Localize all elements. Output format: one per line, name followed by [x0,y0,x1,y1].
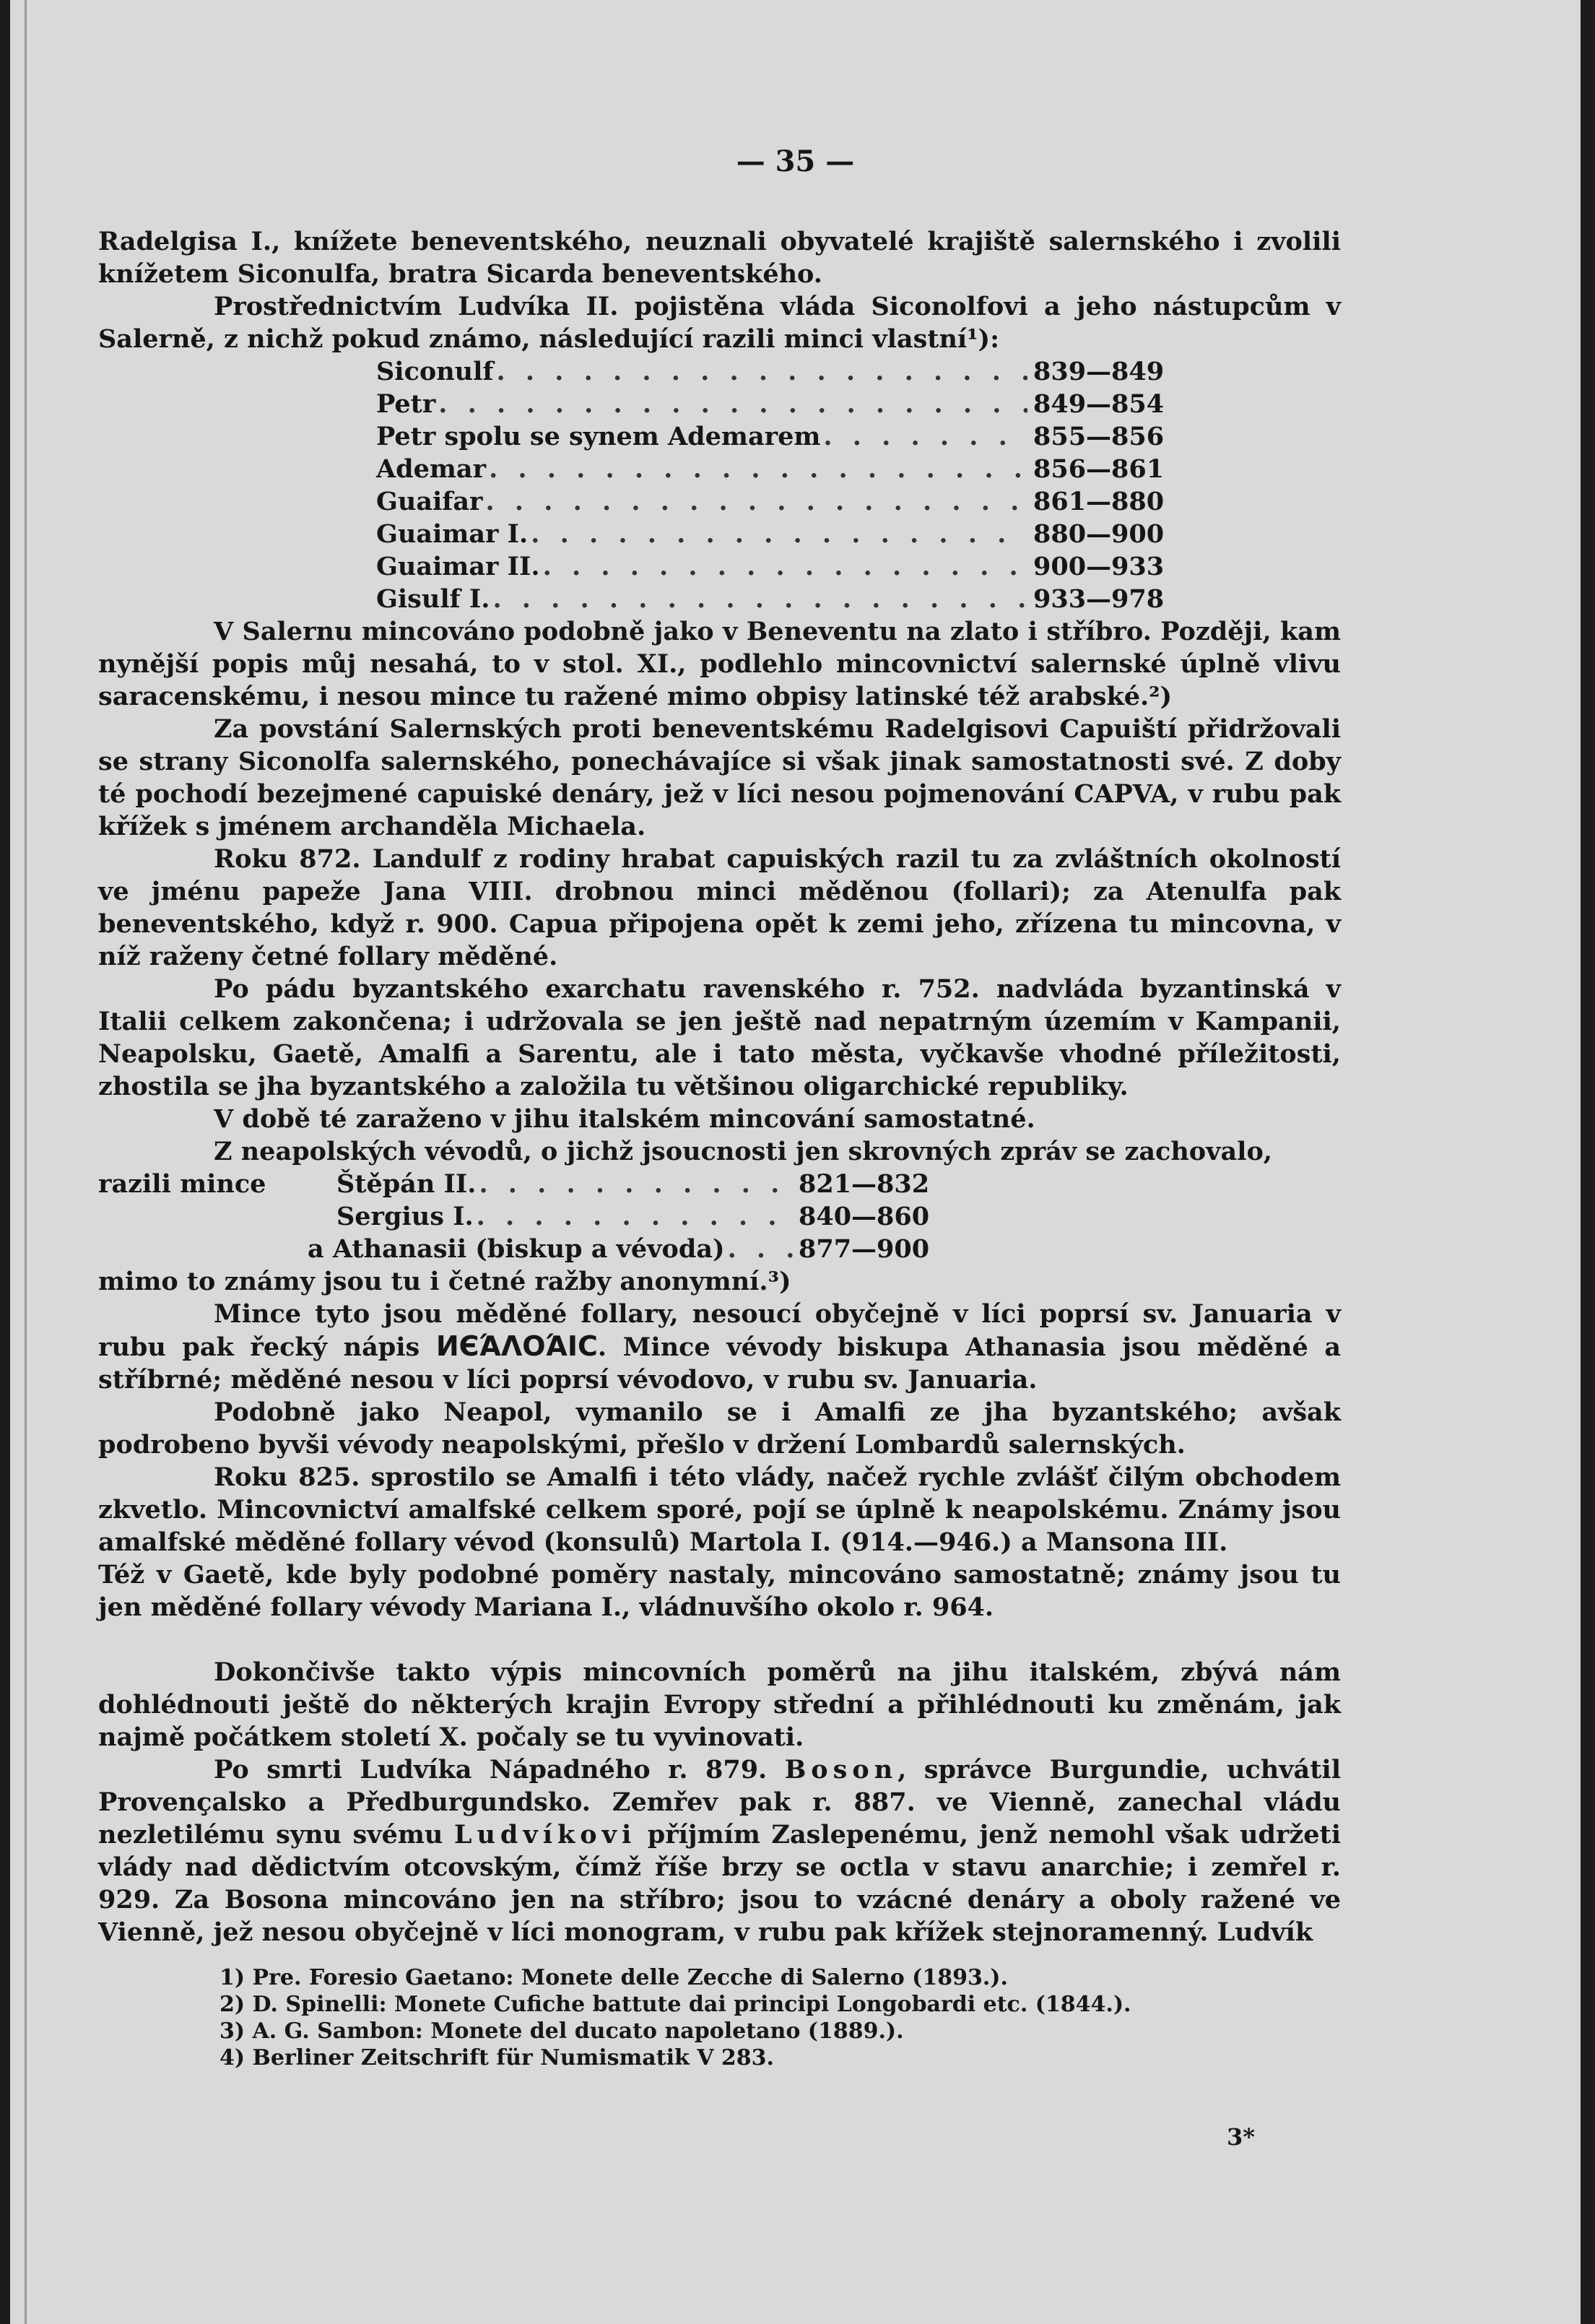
name-ludvik: Ludvíkovi [453,1820,637,1850]
paragraph-9: mimo to známy jsou tu i četné ražby anonymní.³) [98,1267,791,1296]
name-boson: Boson [784,1755,898,1785]
ruler-row [376,453,1170,485]
leader-dots [820,420,1027,453]
ruler-name: Petr spolu se synem Ademarem [376,422,821,451]
document-page [10,0,1581,2324]
ruler-years: 821—832 [799,1169,930,1199]
paragraph-7: V době té zaraženo v jihu italském mincování samostatné. [214,1104,1035,1134]
leader-dots [493,355,1027,388]
ruler-years: 855—856 [1033,422,1165,451]
ruler-years: 856—861 [1033,454,1165,484]
ruler-row [98,1233,936,1265]
paragraph-11: Podobně jako Neapol, vymanilo se i Amalfi ze jha byzantského; avšak podrobeno byvši vévody neapolskými, přešlo v držení Lombardů salernských. [98,1397,1341,1460]
ruler-name: Ademar [376,454,487,484]
paragraph-15 [98,1753,1341,1948]
leader-dots [483,485,1028,518]
ruler-years: 840—860 [799,1202,930,1231]
ruler-row [98,1168,936,1200]
ruler-name: Guaimar I. [376,519,529,549]
leader-dots [435,388,1027,420]
salerno-rulers-list [376,355,1170,615]
paragraph-10b: . Mince vévody biskupa Athanasia jsou měděné a stříbrné; měděné nesou v líci poprsí vévodovo, v rubu sv. Januaria. [98,1332,1342,1395]
ruler-row [376,518,1170,550]
paragraph-10 [98,1298,1341,1396]
ruler-name: Siconulf [376,357,494,386]
paragraph-6: Po pádu byzantského exarchatu ravenského r. 752. nadvláda byzantinská v Italii celkem zakončena; i udržovala se jen ještě nad nepatrným územím v Kampanii, Neapolsku, Gaetě, Amalfi a Sarentu, ale i tato města, vyčkavše vhodné příležitosti, zhostila se jha byzantského a založila tu většinou oligarchické republiky. [98,974,1341,1101]
footnotes [220,1964,1230,2071]
ruler-years: 839—849 [1033,357,1165,386]
ruler-row [376,583,1170,615]
paragraph-4: Za povstání Salernských proti beneventskému Radelgisovi Capuiští přidržovali se strany Siconolfa salernského, ponechávajíce si však jinak samostatnosti své. Z doby té pochodí bezejmené capuiské denáry, jež v líci nesou pojmenování CAPVA, v rubu pak křížek s jménem archanděla Michaela. [98,714,1341,841]
ruler-years: 861—880 [1033,487,1165,516]
paragraph-14: Dokončivše takto výpis mincovních poměrů na jihu italském, zbývá nám dohlédnouti ještě do některých krajin Evropy střední a přihlédnouti ku změnám, jak najmě počátkem století X. počaly se tu vyvinovati. [98,1657,1341,1752]
ruler-years: 933—978 [1033,584,1165,614]
ruler-years: 880—900 [1033,519,1165,549]
leader-dots [540,550,1027,583]
ruler-years: 849—854 [1033,389,1165,419]
paragraph-15-part: Po smrti Ludvíka Nápadného r. 879. [214,1755,768,1785]
ruler-row [376,388,1170,420]
ruler-row [376,485,1170,518]
paragraph-10a: Mince tyto jsou měděné follary, nesoucí obyčejně v líci poprsí sv. Januaria v rubu pak řecký nápis [98,1299,1341,1362]
ruler-row [376,550,1170,583]
paragraph-2: Prostřednictvím Ludvíka II. pojistěna vláda Siconolfovi a jeho nástupcům v Salerně, z nichž pokud známo, následující razili minci vlastní¹): [98,292,1341,354]
footnote: 2) D. Spinelli: Monete Cufiche battute dai principi Longobardi etc. (1844.). [220,1992,1131,2017]
signature-mark: 3* [1227,2123,1255,2151]
paragraph-15-part: příjmím Zaslepenému, jenž nemohl však udržeti vlády nad dědictvím otcovským, čímž říše brzy se octla v stavu anarchie; i zemřel r. 929. Za Bosona mincováno jen na stříbro; jsou to vzácné denáry a oboly ražené ve Vienně, jež nesou obyčejně v líci monogram, v rubu pak křížek stejnoramenný. Ludvík [98,1820,1341,1947]
leader-dots [490,583,1027,615]
ruler-name: Gisulf I. [376,584,490,614]
naples-lead: razili mince [98,1169,266,1199]
paragraph-5: Roku 872. Landulf z rodiny hrabat capuiských razil tu za zvláštních okolností ve jménu papeže Jana VIII. drobnou minci měděnou (follari); za Atenulfa pak beneventského, když r. 900. Capua připojena opět k zemi jeho, zřízena tu mincovna, v níž raženy četné follary měděné. [98,844,1341,971]
ruler-years: 900—933 [1033,552,1165,581]
ruler-row [376,355,1170,388]
paragraph-3: V Salernu mincováno podobně jako v Beneventu na zlato i stříbro. Později, kam nynější popis můj nesahá, to v stol. XI., podlehlo mincovnictví salernské úplně vlivu saracenskému, i nesou mince tu ražené mimo obpisy latinské též arabské.²) [98,617,1341,711]
footnote: 3) A. G. Sambon: Monete del ducato napoletano (1889.). [220,2019,904,2044]
page-number: — 35 — [736,144,855,178]
body-text [98,225,1341,1948]
ruler-name: Petr [376,389,436,419]
paragraph-8: Z neapolských vévodů, o jichž jsoucnosti jen skrovných zpráv se zachovalo, [214,1137,1272,1166]
leader-dots [725,1233,793,1265]
greek-inscription: ИЄΆΛΟΆΙC [435,1330,598,1362]
ruler-name: Štěpán II. [336,1169,477,1199]
footnote: 1) Pre. Foresio Gaetano: Monete delle Zecche di Salerno (1893.). [220,1965,1008,1990]
binding-edge [25,0,27,2324]
ruler-name: a Athanasii (biskup a vévoda) [308,1234,725,1264]
ruler-name: Guaifar [376,487,483,516]
ruler-name: Sergius I. [336,1202,474,1231]
leader-dots [486,453,1027,485]
ruler-name: Guaimar II. [376,552,540,581]
leader-dots [528,518,1027,550]
leader-dots [474,1200,793,1233]
leader-dots [476,1168,793,1200]
ruler-years: 877—900 [799,1234,930,1264]
paragraph-15-part: , správce Burgundie, uchvátil Provençalsko a Předburgundsko. Zemřev pak r. 887. ve Vienně, zanechal vládu nezletilému synu svému [98,1755,1341,1850]
paragraph-13: Též v Gaetě, kde byly podobné poměry nastaly, mincováno samostatně; známy jsou tu jen měděné follary vévody Mariana I., vládnuvšího okolo r. 964. [98,1560,1341,1622]
naples-rulers-list [98,1168,936,1265]
paragraph-1: Radelgisa I., knížete beneventského, neuznali obyvatelé krajiště salernského i zvolili knížetem Siconulfa, bratra Sicarda beneventského. [98,227,1341,289]
paragraph-12: Roku 825. sprostilo se Amalfi i této vlády, načež rychle zvlášť čilým obchodem zkvetlo. Mincovnictví amalfské celkem sporé, pojí se úplně k neapolskému. Známy jsou amalfské měděné follary vévod (konsulů) Martola I. (914.—946.) a Mansona III. [98,1462,1341,1557]
ruler-row [376,420,1170,453]
footnote: 4) Berliner Zeitschrift für Numismatik V 283. [220,2045,775,2071]
ruler-row [98,1200,936,1233]
